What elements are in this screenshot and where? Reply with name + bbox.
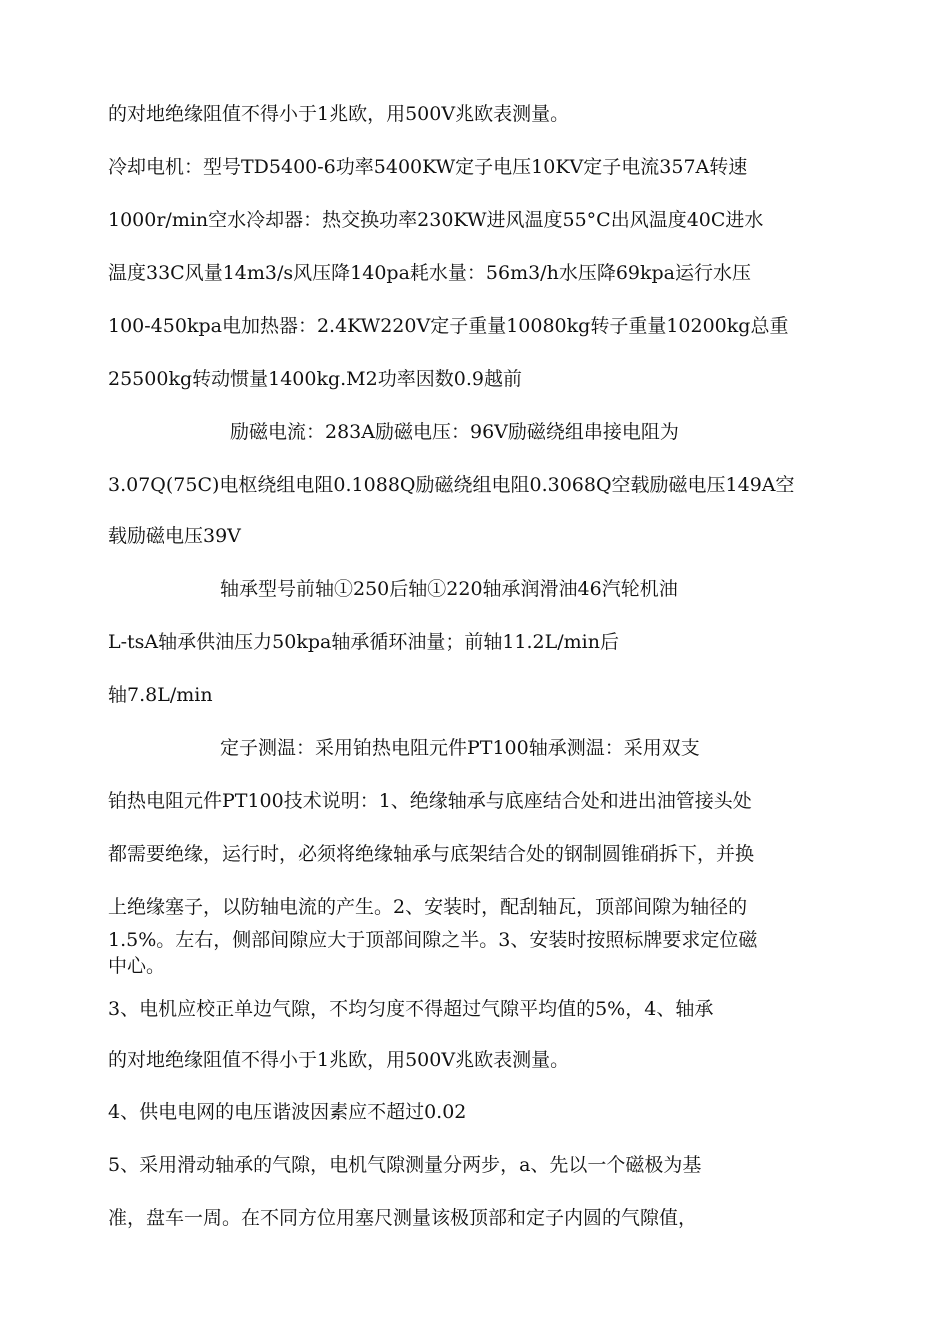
text-line: 5、采用滑动轴承的气隙，电机气隙测量分两步，a、先以一个磁极为基 [108,1154,702,1176]
text-line: 上绝缘塞子，以防轴电流的产生。2、安装时，配刮轴瓦，顶部间隙为轴径的 [108,896,748,918]
text-line: 的对地绝缘阻值不得小于1兆欧，用500V兆欧表测量。 [108,103,570,125]
text-line: 轴7.8L/min [108,684,213,706]
text-line: 定子测温：采用铂热电阻元件PT100轴承测温：采用双支 [220,737,700,759]
text-line: 3、电机应校正单边气隙，不均匀度不得超过气隙平均值的5%，4、轴承 [108,998,714,1020]
text-line: 4、供电电网的电压谐波因素应不超过0.02 [108,1101,467,1123]
text-line: 准，盘车一周。在不同方位用塞尺测量该极顶部和定子内圆的气隙值， [108,1207,698,1229]
text-line: 轴承型号前轴①250后轴①220轴承润滑油46汽轮机油 [220,578,678,600]
text-line: 中心。 [108,955,166,977]
text-line: 100-450kpa电加热器：2.4KW220V定子重量10080kg转子重量10200kg总重 [108,315,789,337]
text-line: 励磁电流：283A励磁电压：96V励磁绕组串接电阻为 [230,421,679,443]
text-line: 冷却电机：型号TD5400-6功率5400KW定子电压10KV定子电流357A转速 [108,156,748,178]
text-line: 都需要绝缘，运行时，必须将绝缘轴承与底架结合处的钢制圆锥硝拆下，并换 [108,843,755,865]
text-line: L-tsA轴承供油压力50kpa轴承循环油量；前轴11.2L/min后 [108,631,619,653]
text-line: 1000r/min空水冷却器：热交换功率230KW进风温度55°C出风温度40C进水 [108,209,764,231]
text-line: 25500kg转动惯量1400kg.M2功率因数0.9越前 [108,368,522,390]
text-line: 载励磁电压39V [108,525,241,547]
text-line: 铂热电阻元件PT100技术说明：1、绝缘轴承与底座结合处和进出油管接头处 [108,790,752,812]
text-line: 3.07Q(75C)电枢绕组电阻0.1088Q励磁绕组电阻0.3068Q空载励磁电压149A空 [108,474,795,496]
text-line: 温度33C风量14m3/s风压降140pa耗水量：56m3/h水压降69kpa运行水压 [108,262,752,284]
text-line: 的对地绝缘阻值不得小于1兆欧，用500V兆欧表测量。 [108,1049,570,1071]
text-line: 1.5%。左右，侧部间隙应大于顶部间隙之半。3、安装时按照标牌要求定位磁 [108,929,758,951]
